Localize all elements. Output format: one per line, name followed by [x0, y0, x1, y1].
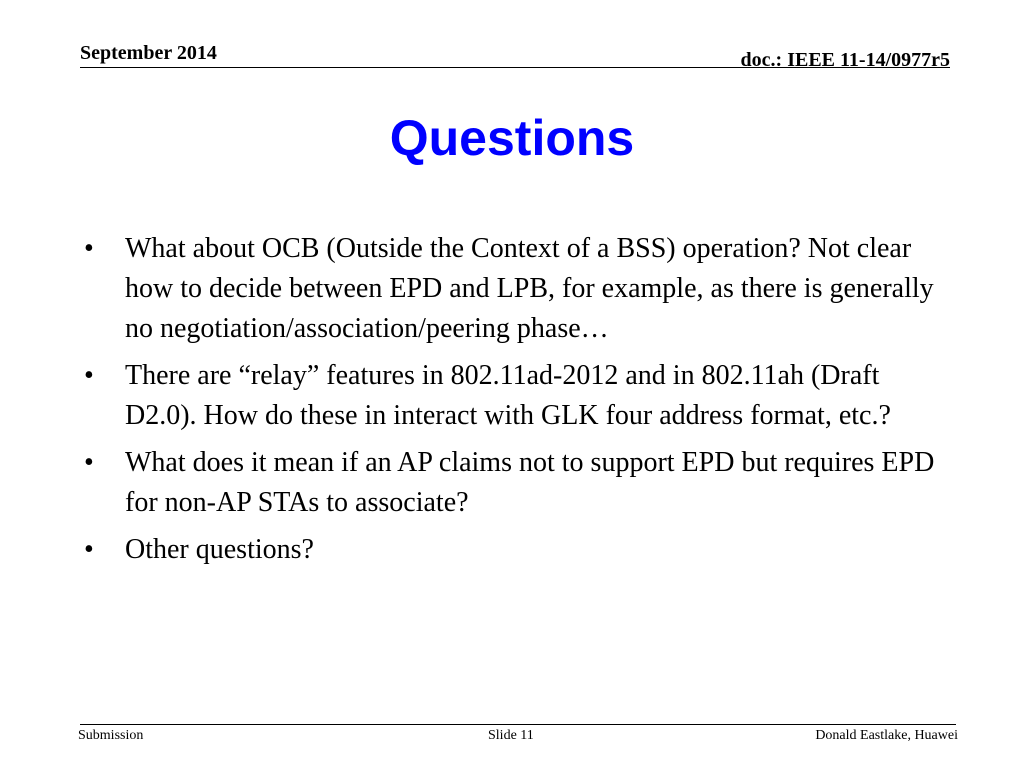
footer-submission: Submission [78, 728, 144, 743]
bullet-icon: • [84, 534, 94, 565]
header-doc-id: doc.: IEEE 11-14/0977r5 [740, 49, 950, 71]
bullet-item [84, 530, 954, 570]
header-date: September 2014 [80, 42, 217, 64]
bullet-item [84, 443, 954, 523]
slide-title: Questions [389, 110, 635, 166]
bullet-item [84, 356, 954, 436]
bullet-item [84, 229, 954, 349]
footer-slide-number: Slide 11 [488, 728, 534, 743]
footer-author: Donald Eastlake, Huawei [815, 728, 958, 743]
bullet-text: What does it mean if an AP claims not to support EPD but requires EPD for non-AP STAs to associate? [125, 447, 935, 518]
bullet-icon: • [84, 447, 94, 478]
bullet-icon: • [84, 233, 94, 264]
footer-divider [80, 724, 956, 725]
bullet-list [84, 229, 954, 577]
bullet-text: Other questions? [125, 534, 314, 565]
header-divider [80, 67, 950, 68]
bullet-icon: • [84, 360, 94, 391]
bullet-text: There are “relay” features in 802.11ad-2012 and in 802.11ah (Draft D2.0). How do these in interact with GLK four address format, etc.? [125, 360, 891, 431]
bullet-text: What about OCB (Outside the Context of a BSS) operation? Not clear how to decide between EPD and LPB, for example, as there is generally no negotiation/association/peering phase… [125, 233, 934, 344]
